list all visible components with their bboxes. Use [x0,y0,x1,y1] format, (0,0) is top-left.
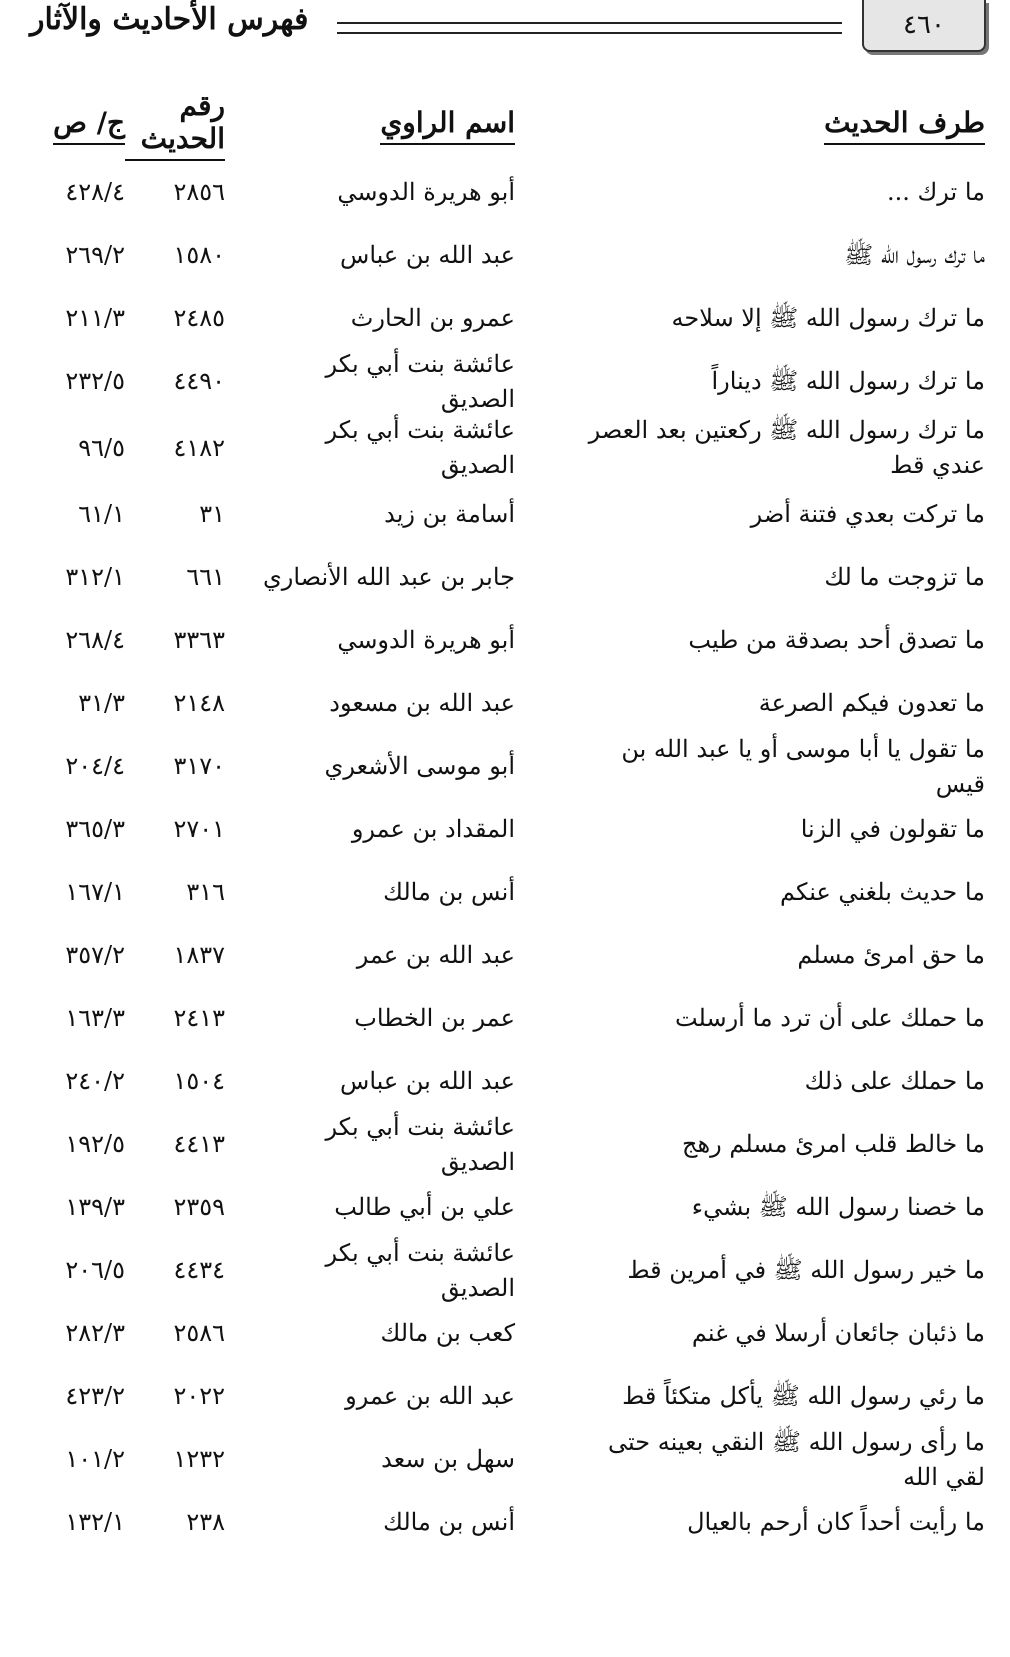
narrator-cell: عبد الله بن عباس [340,241,515,270]
volume-page-cell: ١٣٩/٣ [65,1193,125,1222]
hadith-number-cell: ٣١٦ [186,878,225,907]
hadith-cell: ما حملك على أن ترد ما أرسلت [674,1004,985,1033]
narrator-cell: سهل بن سعد [381,1445,515,1474]
narrator-cell: عبد الله بن عمر [356,941,515,970]
hadith-number-cell: ١٨٣٧ [173,941,225,970]
hadith-cell: ما خصنا رسول الله ﷺ بشيء [691,1193,985,1222]
table-row [0,1365,1010,1428]
hadith-cell: ما ترك ... [886,178,985,207]
narrator-cell: أبو هريرة الدوسي [337,178,515,207]
hadith-number-cell: ٢٤٨٥ [173,304,225,333]
table-body [0,161,1010,1554]
volume-page-cell: ٩٦/٥ [78,433,125,462]
hadith-number-cell: ٢٧٠١ [173,815,225,844]
volume-page-cell: ٤٢٨/٤ [65,178,125,207]
table-row [0,1176,1010,1239]
table-header [0,89,1010,155]
table-row [0,1491,1010,1554]
narrator-cell: أنس بن مالك [383,1508,515,1537]
hadith-number-cell: ٤٤١٣ [173,1130,225,1159]
hadith-number-cell: ٤١٨٢ [173,433,225,462]
narrator-cell: أنس بن مالك [383,878,515,907]
hadith-cell: ما خير رسول الله ﷺ في أمرين قط [627,1256,985,1285]
column-header-volume-page: ج/ ص [25,95,125,155]
hadith-cell: ما خالط قلب امرئ مسلم رهج [681,1130,985,1159]
narrator-cell: عمرو بن الحارث [350,304,515,333]
table-row [0,287,1010,350]
hadith-number-cell: ٢٣٥٩ [173,1193,225,1222]
table-row [0,798,1010,861]
table-row [0,987,1010,1050]
hadith-cell: ما ترك رسول الله ﷺ ديناراً [711,367,985,396]
table-row [0,609,1010,672]
hadith-cell: ما حديث بلغني عنكم [780,878,985,907]
table-row [0,1113,1010,1176]
table-row [0,735,1010,798]
page-number: ٤٦٠ [862,0,986,52]
table-row [0,861,1010,924]
narrator-cell: عائشة بنت أبي بكر الصديق [325,349,515,413]
table-row [0,1302,1010,1365]
narrator-cell: أبو موسى الأشعري [324,752,515,781]
table-row [0,350,1010,413]
hadith-number-cell: ٤٤٩٠ [173,367,225,396]
table-row [0,1050,1010,1113]
table-row [0,224,1010,287]
hadith-cell: ما تصدق أحد بصدقة من طيب [688,626,985,655]
hadith-number-cell: ٣١ [199,500,225,529]
table-row [0,413,1010,483]
hadith-cell: ما رأيت أحداً كان أرحم بالعيال [687,1508,985,1537]
table-row [0,1428,1010,1491]
hadith-cell: ما تقول يا أبا موسى أو يا عبد الله بن قيس [621,734,985,798]
column-header-hadith: طرف الحديث [565,95,985,155]
hadith-cell: ما ترك رسول الله ﷺ [844,241,985,270]
hadith-number-cell: ٢٨٥٦ [173,178,225,207]
table-row [0,1239,1010,1302]
hadith-number-cell: ٤٤٣٤ [173,1256,225,1285]
hadith-number-cell: ١٢٣٢ [173,1445,225,1474]
narrator-cell: علي بن أبي طالب [334,1193,515,1222]
header-rule [337,22,842,34]
hadith-number-cell: ٢٠٢٢ [173,1382,225,1411]
volume-page-cell: ٢٤٠/٢ [65,1067,125,1096]
narrator-cell: جابر بن عبد الله الأنصاري [262,563,515,592]
hadith-number-cell: ٦٦١ [186,563,225,592]
hadith-number-cell: ٣٣٦٣ [173,626,225,655]
table-row [0,924,1010,987]
hadith-cell: ما تركت بعدي فتنة أضر [750,500,985,529]
narrator-cell: كعب بن مالك [380,1319,515,1348]
column-header-narrator: اسم الراوي [245,95,515,155]
hadith-cell: ما ترك رسول الله ﷺ إلا سلاحه [671,304,985,333]
hadith-number-cell: ٢٤١٣ [173,1004,225,1033]
volume-page-cell: ٢٦٩/٢ [65,241,125,270]
page-header [0,0,1010,70]
hadith-cell: ما تقولون في الزنا [800,815,985,844]
hadith-number-cell: ٢٣٨ [186,1508,225,1537]
volume-page-cell: ٣١٢/١ [65,563,125,592]
narrator-cell: عائشة بنت أبي بكر الصديق [325,1238,515,1302]
hadith-number-cell: ١٥٨٠ [173,241,225,270]
narrator-cell: عبد الله بن عمرو [345,1382,515,1411]
volume-page-cell: ٦١/١ [78,500,125,529]
narrator-cell: عبد الله بن مسعود [329,689,515,718]
hadith-number-cell: ٢١٤٨ [173,689,225,718]
volume-page-cell: ٣٥٧/٢ [65,941,125,970]
column-header-number: رقم الحديث [125,95,225,155]
hadith-number-cell: ١٥٠٤ [173,1067,225,1096]
volume-page-cell: ١٣٢/١ [65,1508,125,1537]
table-row [0,546,1010,609]
volume-page-cell: ٢٦٨/٤ [65,626,125,655]
volume-page-cell: ٢٠٤/٤ [65,752,125,781]
narrator-cell: عبد الله بن عباس [340,1067,515,1096]
volume-page-cell: ٢٣٢/٥ [65,367,125,396]
hadith-number-cell: ٣١٧٠ [173,752,225,781]
hadith-cell: ما رأى رسول الله ﷺ النقي بعينه حتى لقي الله [608,1427,985,1491]
volume-page-cell: ٢٠٦/٥ [65,1256,125,1285]
table-row [0,483,1010,546]
narrator-cell: أبو هريرة الدوسي [337,626,515,655]
volume-page-cell: ١٦٧/١ [65,878,125,907]
hadith-cell: ما ذئبان جائعان أرسلا في غنم [691,1319,985,1348]
hadith-cell: ما تزوجت ما لك [824,563,985,592]
volume-page-cell: ١٦٣/٣ [65,1004,125,1033]
narrator-cell: أسامة بن زيد [384,500,515,529]
table-row [0,161,1010,224]
table-row [0,672,1010,735]
hadith-cell: ما تعدون فيكم الصرعة [758,689,985,718]
volume-page-cell: ١٠١/٢ [65,1445,125,1474]
volume-page-cell: ٣١/٣ [78,689,125,718]
hadith-cell: ما حملك على ذلك [804,1067,985,1096]
volume-page-cell: ٢١١/٣ [65,304,125,333]
hadith-number-cell: ٢٥٨٦ [173,1319,225,1348]
hadith-cell: ما حق امرئ مسلم [797,941,985,970]
volume-page-cell: ١٩٢/٥ [65,1130,125,1159]
hadith-cell: ما رئي رسول الله ﷺ يأكل متكئاً قط [622,1382,985,1411]
narrator-cell: المقداد بن عمرو [351,815,515,844]
narrator-cell: عائشة بنت أبي بكر الصديق [325,1112,515,1176]
volume-page-cell: ٢٨٢/٣ [65,1319,125,1348]
hadith-cell: ما ترك رسول الله ﷺ ركعتين بعد العصر عندي قط [588,416,985,479]
volume-page-cell: ٤٢٣/٢ [65,1382,125,1411]
hadith-index-table [0,89,1010,1554]
running-title: فهرس الأحاديث والآثار [30,2,309,37]
narrator-cell: عمر بن الخطاب [354,1004,515,1033]
narrator-cell: عائشة بنت أبي بكر الصديق [325,416,515,479]
volume-page-cell: ٣٦٥/٣ [65,815,125,844]
